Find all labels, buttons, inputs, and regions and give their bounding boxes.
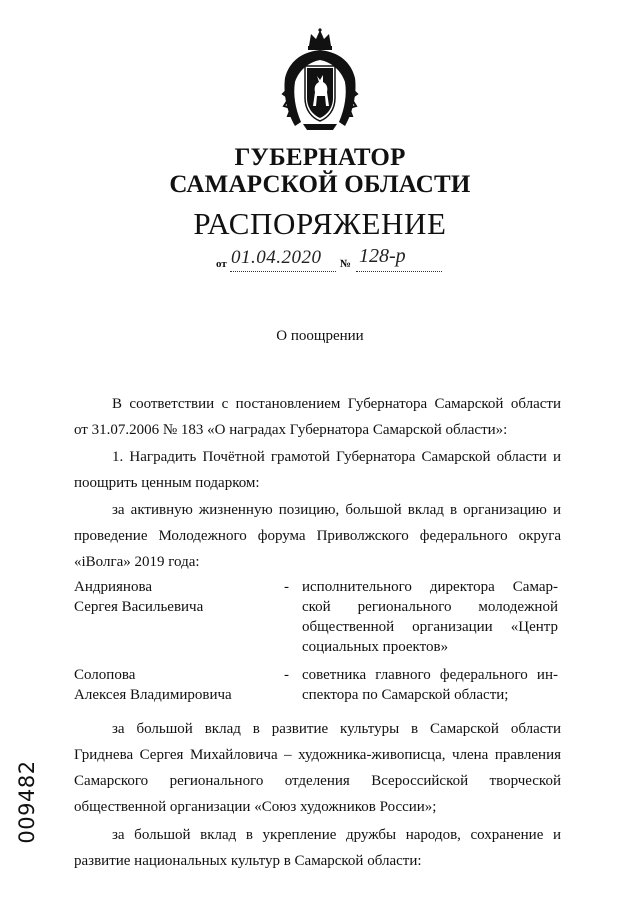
date-underline: [230, 271, 336, 272]
reason3-line2: развитие национальных культур в Самарской области:: [74, 853, 422, 869]
awardee2-given-names: Алексея Владимировича: [74, 687, 232, 703]
awardee2-desc-line1: советника главного федерального ин-: [302, 667, 558, 683]
reason2-line1: за большой вклад в развитие культуры в Самарской области: [112, 721, 561, 737]
reason2-line2: Гриднева Сергея Михайловича – художника-живописца, члена правления: [74, 747, 561, 763]
intro-line2: от 31.07.2006 № 183 «О наградах Губернатора Самарской области»:: [74, 422, 508, 438]
item1-line1: 1. Наградить Почётной грамотой Губернатора Самарской области и: [112, 449, 561, 465]
intro-line1: В соответствии с постановлением Губернатора Самарской области: [112, 396, 561, 412]
awardee1-dash: -: [284, 579, 289, 595]
number-prefix: №: [340, 258, 352, 270]
document-number: 128-р: [359, 245, 406, 267]
item1-line2: поощрить ценным подарком:: [74, 475, 260, 491]
awardee1-given-names: Сергея Васильевича: [74, 599, 204, 615]
reason2-line4: общественной организации «Союз художников России»;: [74, 799, 437, 815]
margin-serial-stamp: [14, 760, 40, 844]
awardee2-surname: Солопова: [74, 667, 136, 683]
date-prefix: от: [216, 258, 227, 270]
margin-serial-number: 009482: [15, 760, 39, 844]
reason1-line1: за активную жизненную позицию, большой вклад в организацию и: [112, 502, 561, 518]
reason1-line3: «iВолга» 2019 года:: [74, 554, 200, 570]
awardee2-desc-line2: спектора по Самарской области;: [302, 687, 509, 703]
awardee1-desc-line4: социальных проектов»: [302, 639, 449, 655]
awardee1-desc-line1: исполнительного директора Самар-: [302, 579, 558, 595]
date-number-line: [216, 247, 446, 275]
awardee1-surname: Андриянова: [74, 579, 152, 595]
coat-of-arms-icon: [281, 28, 359, 132]
number-underline: [356, 271, 442, 272]
reason1-line2: проведение Молодежного форума Приволжского федерального округа: [74, 528, 561, 544]
reason2-line3: Самарского регионального отделения Всероссийской творческой: [74, 773, 561, 789]
document-date: 01.04.2020: [231, 247, 322, 268]
awardee1-desc-line3: общественной организации «Центр: [302, 619, 558, 635]
awardee1-desc-line2: ской регионального молодежной: [302, 599, 558, 615]
reason3-line1: за большой вклад в укрепление дружбы народов, сохранение и: [112, 827, 561, 843]
document-type: РАСПОРЯЖЕНИЕ: [193, 206, 447, 241]
awardee2-dash: -: [284, 667, 289, 683]
document-subject: О поощрении: [276, 328, 364, 344]
issuer-title-line2: САМАРСКОЙ ОБЛАСТИ: [169, 171, 471, 198]
issuer-title-line1: ГУБЕРНАТОР: [234, 144, 406, 171]
